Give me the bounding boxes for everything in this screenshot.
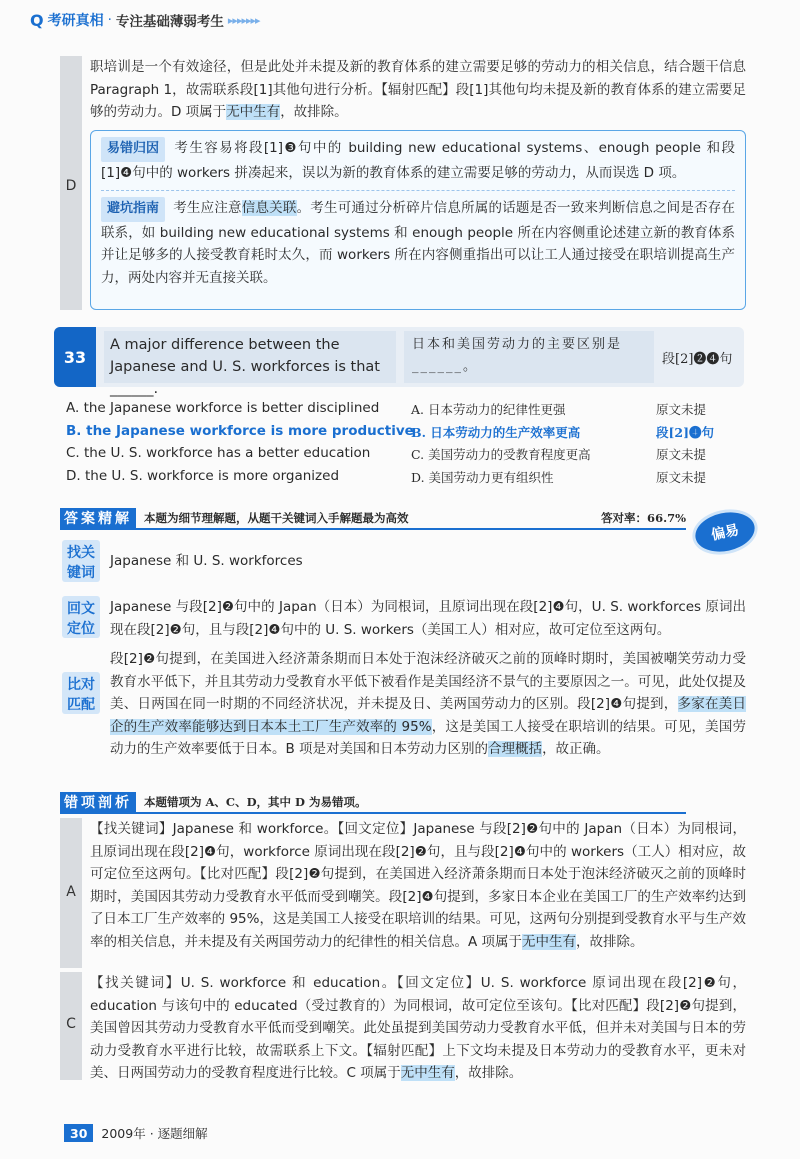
brand-subtitle: 专注基础薄弱考生 [115,14,224,30]
wrong-c-analysis: 【找关键词】U. S. workforce 和 education。【回文定位】U. S. workforce 原词出现在段[2]❷句，education 与该句中的 educated（受过教育的）为同根词，故可定位至该句。【比对匹配】段[2]❷句提到，美国曾因其劳动力受教育水平低而受到嘲笑。此处虽提到美国劳动力受教育水平低，但并未对美国与日本的劳动力受教育水平进行比较，故需联系上下文。【辐射匹配】上下文均未提及日本劳动力的受教育水平，更未对美、日两国劳动力的受教育程度进行比较。C 项属于无中生有，故排除。 [90,975,746,1081]
question-cn: 日本和美国劳动力的主要区别是______。 [404,331,654,383]
option-d: D. the U. S. workforce is more organized D. 美国劳动力更有组织性 原文未提 [66,467,707,485]
step-find-keyword: Japanese 和 U. S. workforces [110,553,303,569]
option-d-analysis: 职培训是一个有效途径，但是此处并未提及新的教育体系的建立需要足够的劳动力的相关信息，结合题干信息 Paragraph 1，故需联系段[1]其他句进行分析。【辐射匹配】段[1]其他句均未提及新的教育体系的建立需要足够的劳动力。D 项属于无中生有，故排除。 [90,59,746,120]
difficulty-badge: 偏易 [688,504,762,561]
option-c: C. the U. S. workforce has a better education C. 美国劳动力的受教育程度更高 原文未提 [66,445,707,462]
option-d-label: D [65,178,77,194]
wrong-a-label: A [66,884,76,900]
page-number: 30 [64,1124,93,1142]
option-a: A. the Japanese workforce is better disciplined A. 日本劳动力的纪律性更强 原文未提 [66,400,707,417]
step-match: 段[2]❷句提到，在美国进入经济萧条期而日本处于泡沫经济破灭之前的顶峰时期时，美国被嘲笑劳动力受教育水平低下，并且其劳动力受教育水平低下被看作是美国经济不景气的主要原因之一。可见，此处仅提及美、日两国在同一时期的不同经济状况，并未提及日、美两国劳动力的区别。段[2]❹句提到，多家在美日企的生产效率能够达到日本本土工厂生产效率的 95%，这是美国工人接受在职培训的结果。可见，美国劳动力的生产效率要低于日本。B 项是对美国和日本劳动力区别的合理概括，故正确。 [110,651,747,757]
question-locate: 段[2]❷❹句 [662,351,733,367]
search-q-icon: Q [30,10,44,30]
option-b-correct: B. the Japanese workforce is more productive B. 日本劳动力的生产效率更高 段[2]❹句 [66,422,715,440]
wrong-a-analysis: 【找关键词】Japanese 和 workforce。【回文定位】Japanese 与段[2]❷句中的 Japan（日本）为同根词，且原词出现在段[2]❹句，workforce 原词出现在段[2]❷句，且与段[2]❹句中的 workers（工人）相对应，故可定位至这两句。【比对匹配】段[2]❷句提到，在美国进入经济萧条期而日本处于泡沫经济破灭之前的顶峰时期时，美国因其劳动力受教育水平低而受到嘲笑。段[2]❹句提到，多家日本企业在美国工厂的生产效率约达到了日本工厂生产效率的 95%，这是美国工人接受在职培训的结果。可见，这两句分别提到受教育水平与生产效率的相关信息，并未提及有关两国劳动力的纪律性的相关信息。A 项属于无中生有，故排除。 [90,821,746,950]
step-locate: Japanese 与段[2]❷句中的 Japan（日本）为同根词，且原词出现在段[2]❹句，U. S. workforces 原词出现在段[2]❷句，且与段[2]❹句中的 U. S. workers（美国工人）相对应，故可定位至这两句。 [110,599,746,638]
tips-box: 易错归因 考生容易将段[1]❸句中的 building new educational systems、enough people 和段[1]❹句中的 workers 拼凑起来，误以为新的教育体系的建立需要足够的劳动力，从而误选 D 项。 避坑指南 考生应注意信息关联。考生可通过分析碎片信息所属的话题是否一致来判断信息之间是否存在联系，如 building new educational systems 和 enough people 所在内容侧重论述建立新的教育体系并让足够多的人接受教育耗时太久，而 workers 所在内容侧重指出可以让工人通过接受在职培训提高生产力，两处内容并无直接关联。 [90,130,746,310]
tip-error-tag: 易错归因 [101,137,165,162]
step-match-label: 比对匹配 [62,672,100,714]
accuracy-rate: 答对率：66.7% [601,511,686,525]
options-list [66,400,746,490]
page-footer [64,1124,208,1142]
brand-title: 考研真相 [47,13,104,29]
question-en: A major difference between the Japanese and U. S. workforces is that ______. [104,331,396,383]
wrong-c-label: C [66,1016,76,1032]
arrows-icon: ▸▸▸▸▸▸▸ [227,13,260,27]
step-find-keyword-label: 找关键词 [62,540,100,582]
question-33 [54,327,744,397]
answer-band: 答案精解 本题为细节理解题，从题干关键词入手解题最为高效 答对率：66.7% [60,508,686,528]
tip-avoid-tag: 避坑指南 [101,197,165,222]
page-header: Q 考研真相 · 专注基础薄弱考生 ▸▸▸▸▸▸▸ [30,10,260,30]
wrong-band: 错项剖析 本题错项为 A、C、D，其中 D 为易错项。 [60,792,686,812]
footer-text: 2009年 · 逐题细解 [101,1126,208,1141]
question-number: 33 [54,327,96,387]
step-locate-label: 回文定位 [62,596,100,638]
